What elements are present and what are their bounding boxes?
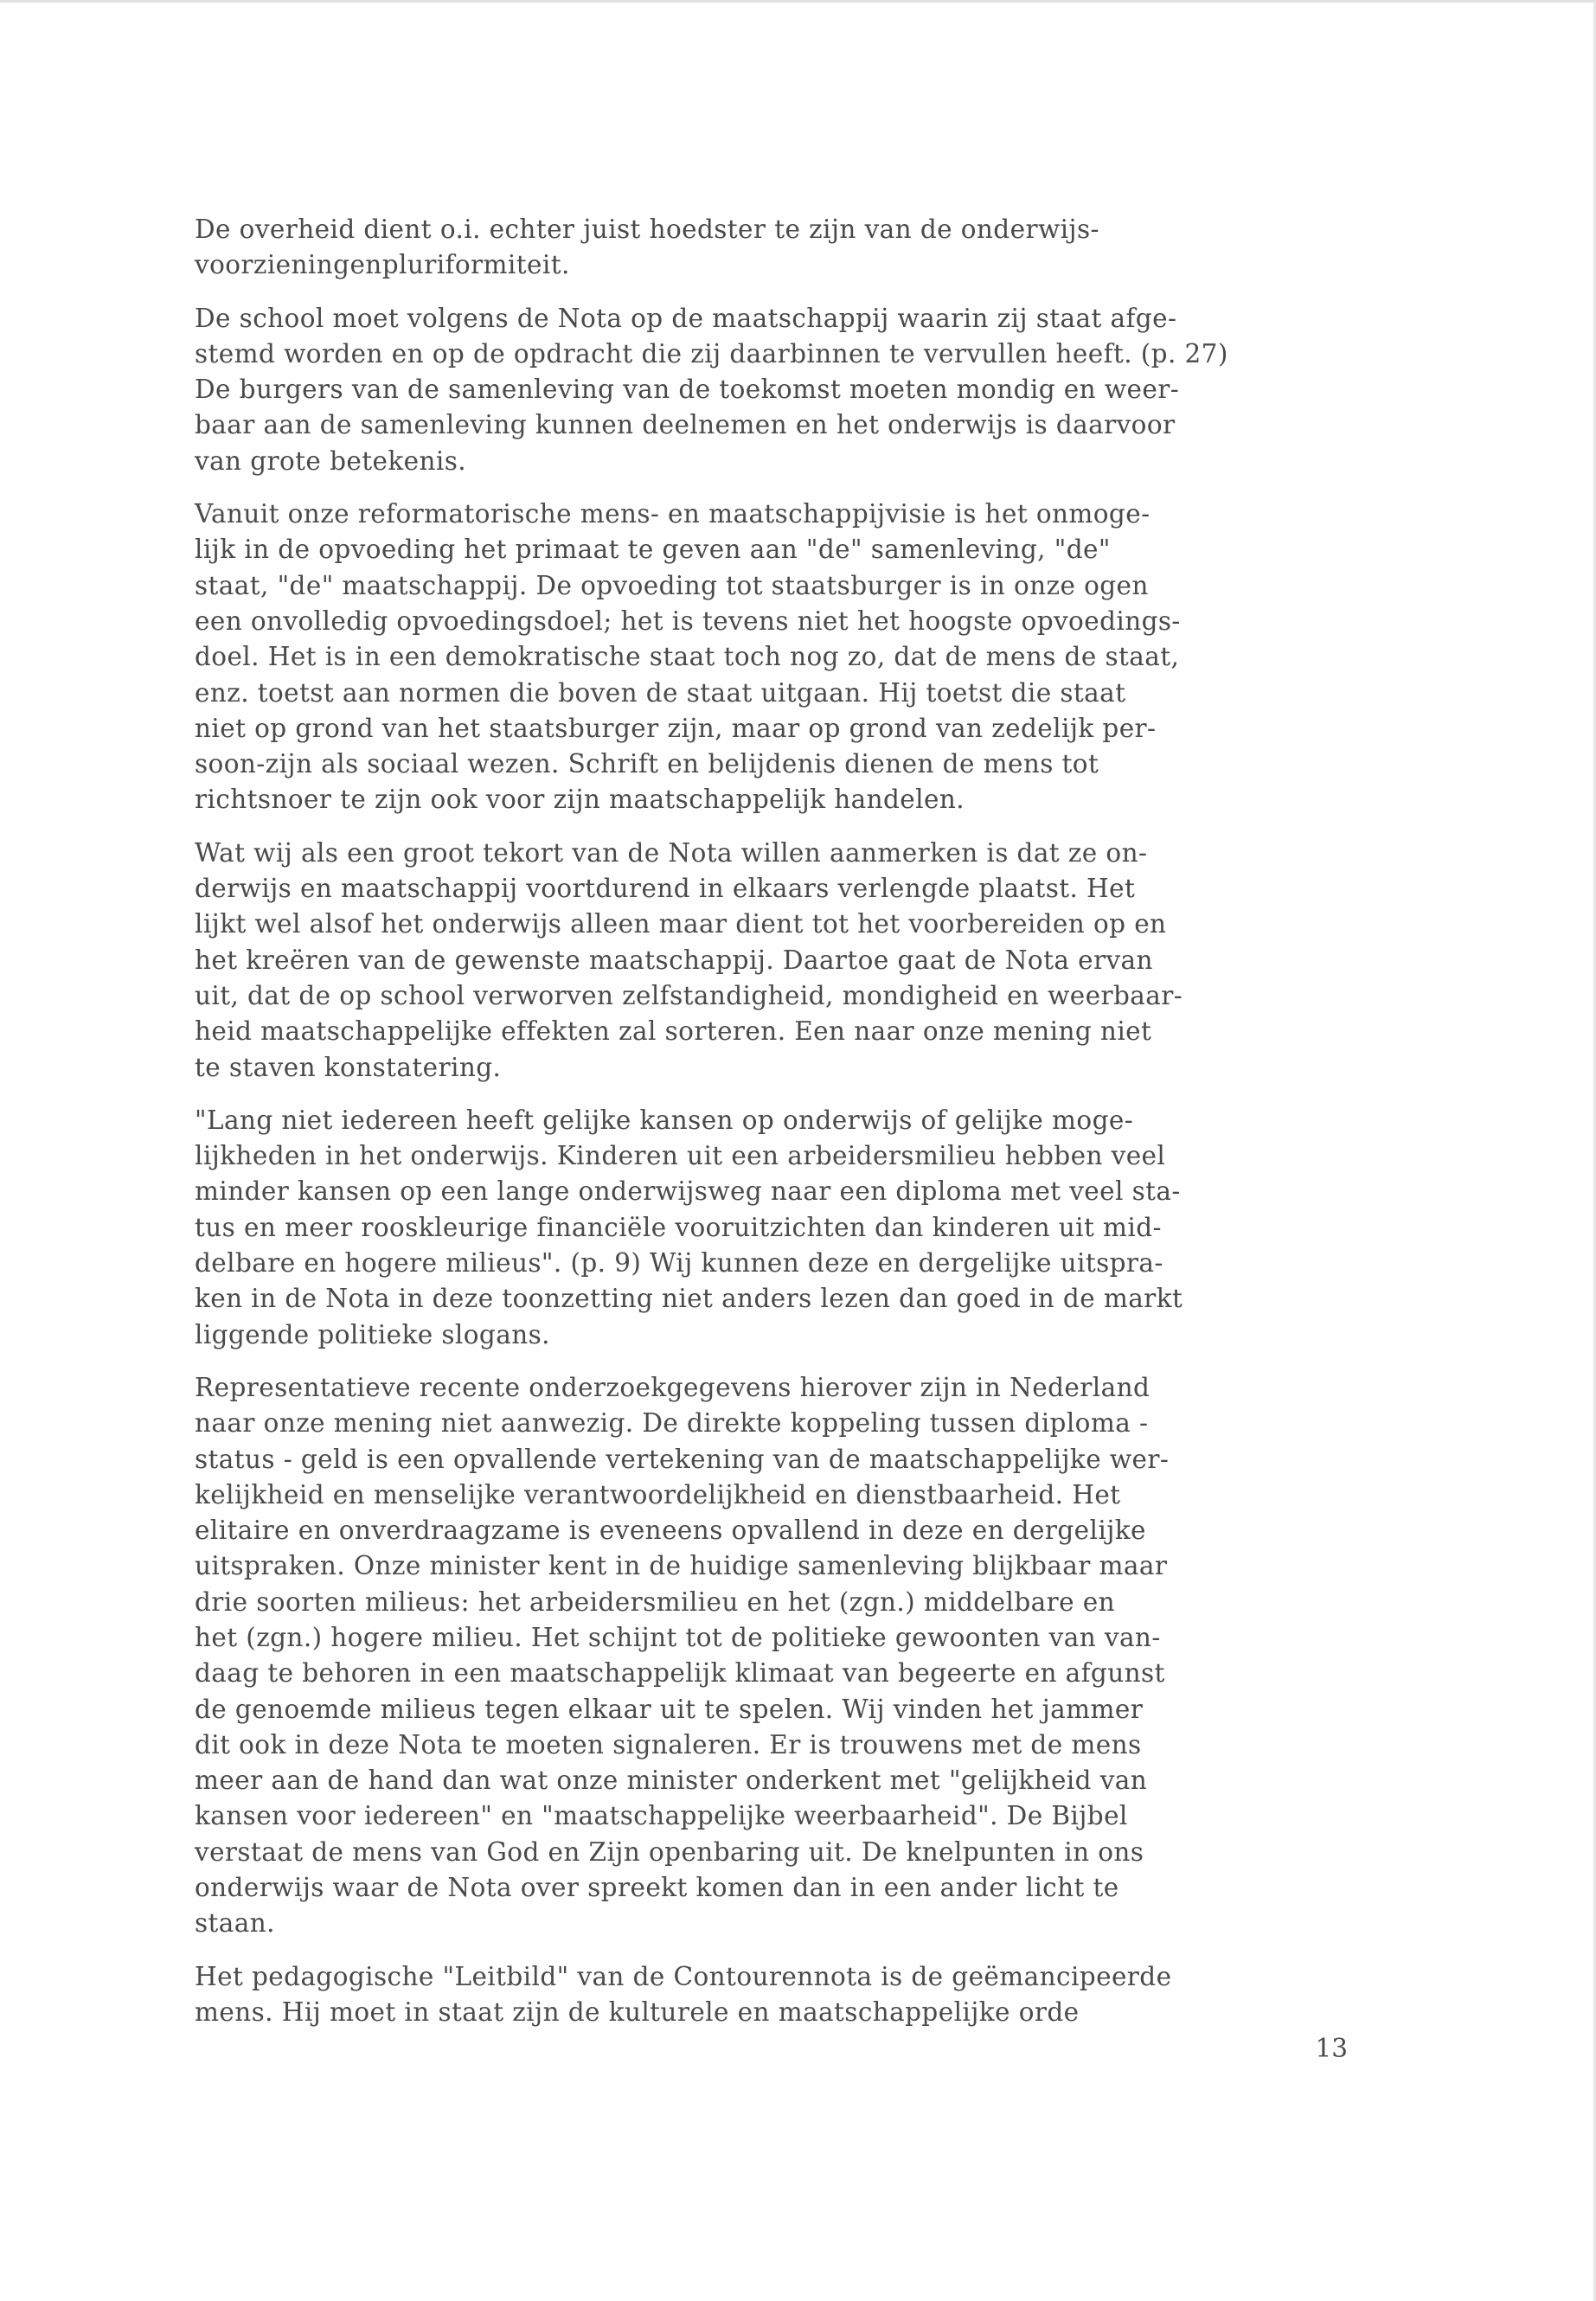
text-line: enz. toetst aan normen die boven de staat uitgaan. Hij toetst die staat xyxy=(195,677,1126,708)
paragraph-6 xyxy=(195,1370,1410,1942)
text-line: Representatieve recente onderzoekgegevens hierover zijn in Nederland xyxy=(195,1372,1151,1402)
text-line: het (zgn.) hogere milieu. Het schijnt tot de politieke gewoonten van van- xyxy=(195,1622,1161,1652)
paragraph-7 xyxy=(195,1959,1410,2031)
text-line: status - geld is een opvallende vertekening van de maatschappelijke wer- xyxy=(195,1444,1170,1474)
text-line: voorzieningenpluriformiteit. xyxy=(195,250,570,280)
text-line: derwijs en maatschappij voortdurend in elkaars verlengde plaatst. Het xyxy=(195,874,1136,904)
text-line: baar aan de samenleving kunnen deelnemen en het onderwijs is daarvoor xyxy=(195,410,1176,440)
body-text xyxy=(195,212,1410,2048)
text-line: elitaire en onverdraagzame is eveneens opvallend in deze en dergelijke xyxy=(195,1516,1146,1546)
text-line: kelijkheid en menselijke verantwoordelijkheid en dienstbaarheid. Het xyxy=(195,1479,1121,1509)
text-line: De burgers van de samenleving van de toekomst moeten mondig en weer- xyxy=(195,375,1180,405)
text-line: van grote betekenis. xyxy=(195,445,467,476)
text-line: stemd worden en op de opdracht die zij daarbinnen te vervullen heeft. (p. 27) xyxy=(195,338,1228,369)
text-line: Vanuit onze reformatorische mens- en maatschappijvisie is het onmoge- xyxy=(195,499,1151,529)
text-line: minder kansen op een lange onderwijsweg naar een diploma met veel sta- xyxy=(195,1176,1181,1207)
text-line: De overheid dient o.i. echter juist hoedster te zijn van de onderwijs- xyxy=(195,215,1099,244)
page-number: 13 xyxy=(1315,2034,1348,2063)
text-line: delbare en hogere milieus". (p. 9) Wij kunnen deze en dergelijke uitspra- xyxy=(195,1248,1163,1279)
text-line: te staven konstatering. xyxy=(195,1052,502,1082)
text-line: uit, dat de op school verworven zelfstandigheid, mondigheid en weerbaar- xyxy=(195,980,1183,1010)
text-line: mens. Hij moet in staat zijn de kulturele en maatschappelijke orde xyxy=(195,1997,1080,2027)
text-line: naar onze mening niet aanwezig. De direkte koppeling tussen diploma - xyxy=(195,1408,1149,1439)
text-line: verstaat de mens van God en Zijn openbaring uit. De knelpunten in ons xyxy=(195,1836,1144,1867)
text-line: soon-zijn als sociaal wezen. Schrift en belijdenis dienen de mens tot xyxy=(195,749,1099,779)
text-line: lijk in de opvoeding het primaat te geven aan "de" samenleving, "de" xyxy=(195,535,1111,565)
text-line: onderwijs waar de Nota over spreekt komen dan in een ander licht te xyxy=(195,1873,1119,1903)
paragraph-2 xyxy=(195,301,1410,479)
text-line: "Lang niet iedereen heeft gelijke kansen op onderwijs of gelijke moge- xyxy=(195,1105,1134,1135)
text-line: heid maatschappelijke effekten zal sorteren. Een naar onze mening niet xyxy=(195,1016,1152,1047)
paragraph-5 xyxy=(195,1103,1410,1353)
text-line: liggende politieke slogans. xyxy=(195,1319,550,1349)
text-line: dit ook in deze Nota te moeten signaleren. Er is trouwens met de mens xyxy=(195,1729,1142,1759)
text-line: staat, "de" maatschappij. De opvoeding tot staatsburger is in onze ogen xyxy=(195,570,1149,600)
text-line: lijkt wel alsof het onderwijs alleen maar dient tot het voorbereiden op en xyxy=(195,909,1167,939)
text-line: staan. xyxy=(195,1908,275,1939)
paragraph-1 xyxy=(195,212,1410,284)
text-line: uitspraken. Onze minister kent in de huidige samenleving blijkbaar maar xyxy=(195,1551,1168,1581)
text-line: Het pedagogische "Leitbild" van de Contourennota is de geëmancipeerde xyxy=(195,1961,1172,1991)
text-line: kansen voor iedereen" en "maatschappelijke weerbaarheid". De Bijbel xyxy=(195,1801,1128,1831)
text-line: ken in de Nota in deze toonzetting niet anders lezen dan goed in de markt xyxy=(195,1284,1183,1314)
text-line: doel. Het is in een demokratische staat toch nog zo, dat de mens de staat, xyxy=(195,642,1180,672)
text-line: De school moet volgens de Nota op de maatschappij waarin zij staat afge- xyxy=(195,303,1177,333)
text-line: meer aan de hand dan wat onze minister onderkent met "gelijkheid van xyxy=(195,1766,1148,1796)
text-line: drie soorten milieus: het arbeidersmilieu en het (zgn.) middelbare en xyxy=(195,1586,1116,1617)
text-line: tus en meer rooskleurige financiële vooruitzichten dan kinderen uit mid- xyxy=(195,1212,1162,1242)
text-line: daag te behoren in een maatschappelijk klimaat van begeerte en afgunst xyxy=(195,1658,1165,1689)
text-line: een onvolledig opvoedingsdoel; het is tevens niet het hoogste opvoedings- xyxy=(195,606,1181,636)
text-line: niet op grond van het staatsburger zijn, maar op grond van zedelijk per- xyxy=(195,713,1157,743)
text-line: richtsnoer te zijn ook voor zijn maatschappelijk handelen. xyxy=(195,785,965,815)
paragraph-3 xyxy=(195,497,1410,818)
paragraph-4 xyxy=(195,836,1410,1086)
text-line: lijkheden in het onderwijs. Kinderen uit een arbeidersmilieu hebben veel xyxy=(195,1141,1166,1171)
text-line: Wat wij als een groot tekort van de Nota willen aanmerken is dat ze on- xyxy=(195,837,1148,868)
text-line: het kreëren van de gewenste maatschappij. Daartoe gaat de Nota ervan xyxy=(195,945,1153,975)
text-line: de genoemde milieus tegen elkaar uit te spelen. Wij vinden het jammer xyxy=(195,1694,1144,1724)
